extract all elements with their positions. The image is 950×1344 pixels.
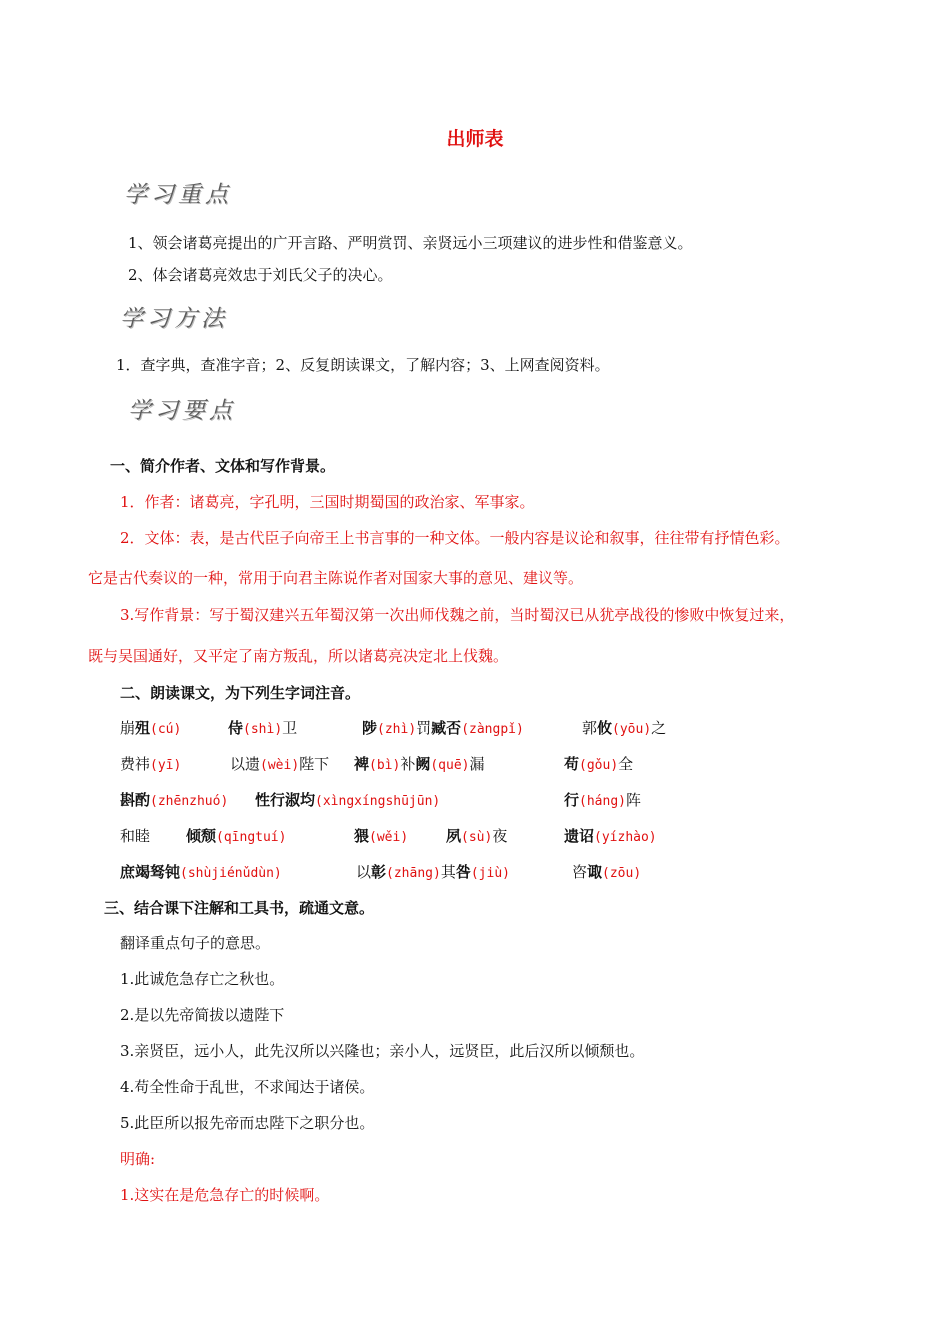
part1-author: 1．作者：诸葛亮，字孔明，三国时期蜀国的政治家、军事家。 xyxy=(120,493,535,511)
sentence-5: 5.此臣所以报先帝而忠陛下之职分也。 xyxy=(120,1114,375,1132)
section-heading-method: 学习方法 xyxy=(120,306,228,332)
part3-heading: 三、结合课下注解和工具书，疏通文意。 xyxy=(104,899,375,917)
part1-style-line1: 2．文体：表，是古代臣子向帝王上书言事的一种文体。一般内容是议论和叙事，往往带有抒情色彩。 xyxy=(120,529,790,547)
word-yizhang-qijiu: 以彰(zhāng)其咎(jiù) xyxy=(356,863,510,881)
word-wei: 猥(wěi) xyxy=(354,827,409,845)
part1-heading: 一、简介作者、文体和写作背景。 xyxy=(110,457,336,475)
part3-intro: 翻译重点句子的意思。 xyxy=(120,934,271,952)
word-bibu-quelou: 裨(bì)补阙(quē)漏 xyxy=(354,755,485,773)
word-shujienudun: 庶竭驽钝(shùjiénǔdùn) xyxy=(120,863,282,881)
word-hemu: 和睦 xyxy=(120,827,151,845)
page-title: 出师表 xyxy=(446,128,504,150)
word-zhenzhuo: 斟酌(zhēnzhuó) xyxy=(120,791,229,809)
word-yizhao: 遗诏(yízhào) xyxy=(564,827,657,845)
section-heading-points: 学习要点 xyxy=(128,398,236,424)
focus-item-2: 2、体会诸葛亮效忠于刘氏父子的决心。 xyxy=(128,266,393,284)
word-suye: 夙(sù)夜 xyxy=(446,827,508,845)
word-xingxingshujun: 性行淑均(xìngxíngshūjūn) xyxy=(255,791,441,809)
word-shiwei: 侍(shì)卫 xyxy=(228,719,298,737)
word-guoyouzhi: 郭攸(yōu)之 xyxy=(582,719,667,737)
sentence-4: 4.苟全性命于乱世，不求闻达于诸侯。 xyxy=(120,1078,375,1096)
word-hangzhen: 行(háng)阵 xyxy=(564,791,641,809)
word-zizou: 咨诹(zōu) xyxy=(572,863,642,881)
word-gouquan: 苟(gǒu)全 xyxy=(564,755,634,773)
answer-label: 明确: xyxy=(120,1150,156,1168)
method-text: 1．查字典，查准字音；2、反复朗读课文，了解内容；3、上网查阅资料。 xyxy=(116,356,610,374)
sentence-1: 1.此诚危急存亡之秋也。 xyxy=(120,970,285,988)
word-bengcu: 崩殂(cú) xyxy=(120,719,182,737)
word-feiyi: 费祎(yī) xyxy=(120,755,182,773)
word-yiwei-bixia: 以遗(wèi)陛下 xyxy=(230,755,330,773)
sentence-2: 2.是以先帝简拔以遗陛下 xyxy=(120,1006,285,1024)
part1-background-line2: 既与吴国通好，又平定了南方叛乱，所以诸葛亮决定北上伐魏。 xyxy=(88,647,509,665)
answer-1: 1.这实在是危急存亡的时候啊。 xyxy=(120,1186,330,1204)
section-heading-focus: 学习重点 xyxy=(124,182,232,208)
word-qingtui: 倾颓(qīngtuí) xyxy=(186,827,287,845)
part2-heading: 二、朗读课文，为下列生字词注音。 xyxy=(120,684,361,702)
part1-background-line1: 3.写作背景：写于蜀汉建兴五年蜀汉第一次出师伐魏之前，当时蜀汉已从犹亭战役的惨败中恢复过来， xyxy=(120,606,795,624)
focus-item-1: 1、领会诸葛亮提出的广开言路、严明赏罚、亲贤远小三项建议的进步性和借鉴意义。 xyxy=(128,234,693,252)
word-zhifa-zangpi: 陟(zhì)罚臧否(zàngpǐ) xyxy=(362,719,524,737)
sentence-3: 3.亲贤臣，远小人，此先汉所以兴隆也；亲小人，远贤臣，此后汉所以倾颓也。 xyxy=(120,1042,645,1060)
part1-style-line2: 它是古代奏议的一种，常用于向君主陈说作者对国家大事的意见、建议等。 xyxy=(88,569,584,587)
